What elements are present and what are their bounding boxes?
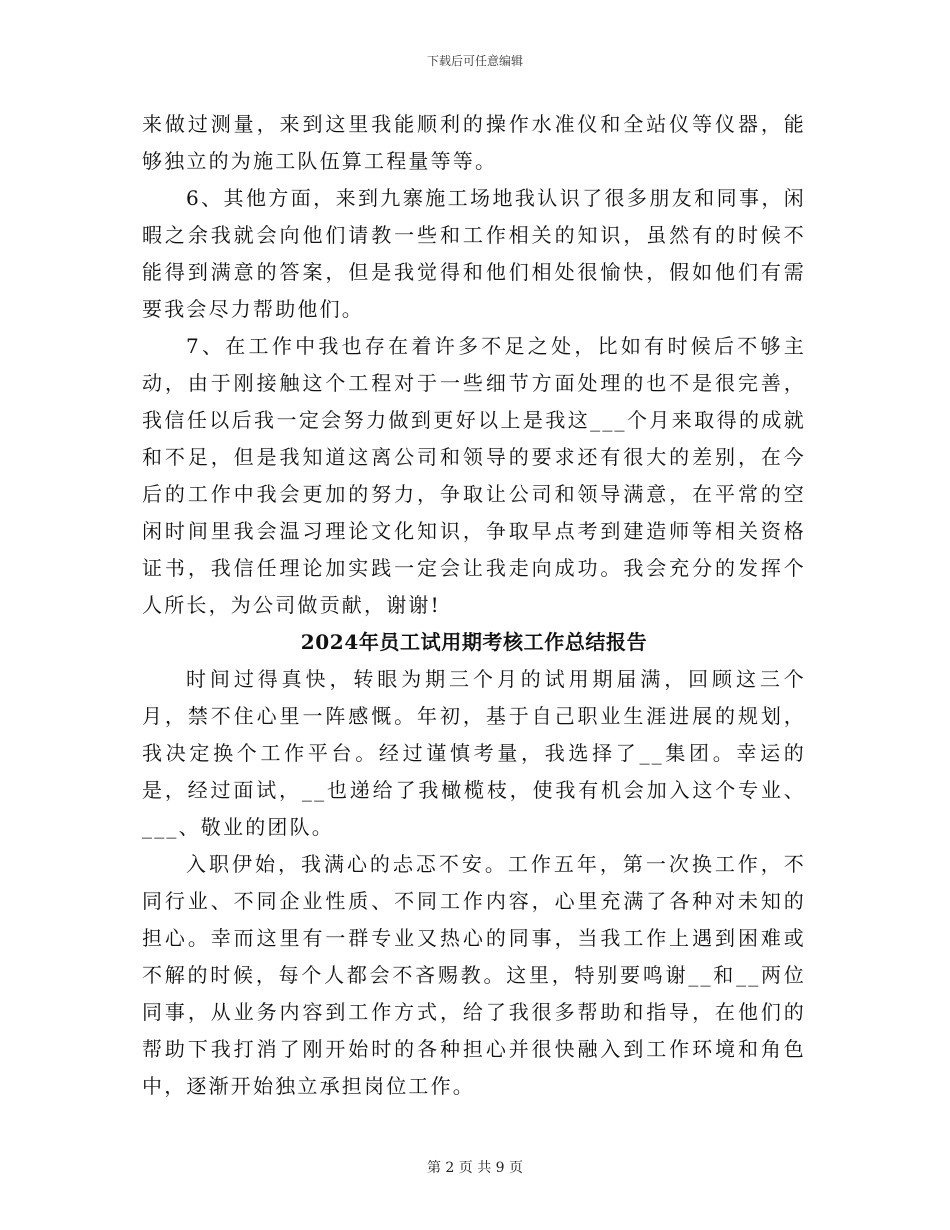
paragraph-item-7: 7、在工作中我也存在着许多不足之处，比如有时候后不够主动，由于刚接触这个工程对于一些细节方面处理的也不是很完善，我信任以后我一定会努力做到更好以上是我这___个月来取得的成就和不足，但是我知道这离公司和领导的要求还有很大的差别，在今后的工作中我会更加的努力，争取让公司和领导满意，在平常的空闲时间里我会温习理论文化知识，争取早点考到建造师等相关资格证书，我信任理论加实践一定会让我走向成功。我会充分的发挥个人所长，为公司做贡献，谢谢! [142, 334, 806, 617]
paragraph-onboarding: 入职伊始，我满心的忐忑不安。工作五年，第一次换工作，不同行业、不同企业性质、不同工作内容，心里充满了各种对未知的担心。幸而这里有一群专业又热心的同事，当我工作上遇到困难或不解的时候，每个人都会不吝赐教。这里，特别要鸣谢__和__两位同事，从业务内容到工作方式，给了我很多帮助和指导，在他们的帮助下我打消了刚开始时的各种担心并很快融入到工作环境和角色中，逐渐开始独立承担岗位工作。 [142, 852, 806, 1098]
paragraph-continuation: 来做过测量，来到这里我能顺利的操作水准仪和全站仪等仪器，能够独立的为施工队伍算工程量等等。 [142, 112, 806, 173]
page-number: 第 2 页 共 9 页 [426, 1160, 524, 1176]
paragraph-item-6: 6、其他方面，来到九寨施工场地我认识了很多朋友和同事，闲暇之余我就会向他们请教一些和工作相关的知识，虽然有的时候不能得到满意的答案，但是我觉得和他们相处很愉快，假如他们有需要我会尽力帮助他们。 [142, 186, 806, 321]
page-header-note: 下载后可任意编辑 [426, 54, 523, 68]
document-body [142, 106, 806, 1105]
section-title: 2024年员工试用期考核工作总结报告 [300, 630, 648, 654]
paragraph-intro: 时间过得真快，转眼为期三个月的试用期届满，回顾这三个月，禁不住心里一阵感慨。年初，基于自己职业生涯进展的规划，我决定换个工作平台。经过谨慎考量，我选择了__集团。幸运的是，经过面试，__也递给了我橄榄枝，使我有机会加入这个专业、___、敬业的团队。 [142, 667, 806, 839]
